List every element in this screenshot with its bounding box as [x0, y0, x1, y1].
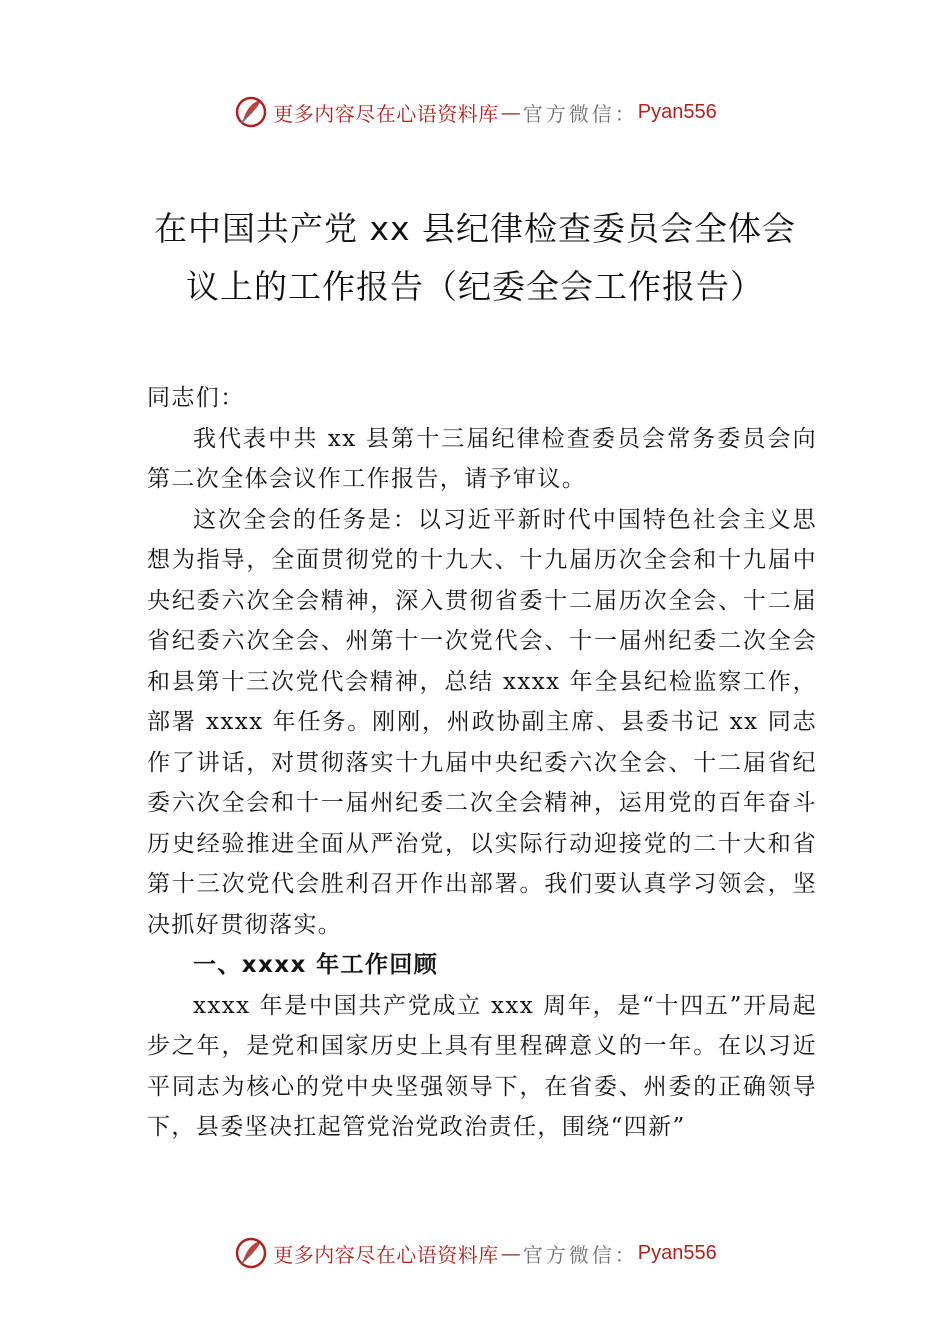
paragraph: 这次全会的任务是：以习近平新时代中国特色社会主义思想为指导，全面贯彻党的十九大、十九届历次全会和十九届中央纪委六次全会精神，深入贯彻省委十二届历次全会、十二届省纪委六次全会、州第十一次党代会、十一届州纪委二次全会和县第十三次党代会精神，总结 xxxx 年全县纪检监察工作，部署 xxxx 年任务。刚刚，州政协副主席、县委书记 xx 同志作了讲话，对贯彻落实十九届中央纪委六次全会、十二届省纪委六次全会和十一届州纪委二次全会精神，运用党的百年奋斗历史经验推进全面从严治党，以实际行动迎接党的二十大和省第十三次党代会胜利召开作出部署。我们要认真学习领会，坚决抓好贯彻落实。	[147, 506, 817, 938]
paragraph: 我代表中共 xx 县第十三届纪律检查委员会常务委员会向第二次全体会议作工作报告，请予审议。	[147, 425, 817, 492]
watermark-wechat-id: Pyan556	[637, 100, 717, 123]
title-line-2: 议上的工作报告（纪委全会工作报告）	[186, 267, 764, 306]
document-title	[110, 200, 840, 316]
watermark-banner-bottom	[0, 1233, 950, 1273]
title-line-1: 在中国共产党 xx 县纪律检查委员会全体会	[153, 209, 797, 248]
feather-logo-icon	[233, 94, 269, 130]
section-paragraph: xxxx 年是中国共产党成立 xxx 周年，是“十四五”开局起步之年，是党和国家历史上具有里程碑意义的一年。在以习近平同志为核心的党中央坚强领导下，在省委、州委的正确领导下，县委坚决扛起管党治党政治责任，围绕“四新”	[147, 992, 817, 1140]
document-body	[147, 378, 817, 1148]
watermark-wechat-label: 官方微信：	[522, 101, 638, 126]
watermark-banner-top	[0, 92, 950, 132]
watermark-wechat-label: 官方微信：	[522, 1242, 638, 1267]
salutation: 同志们：	[147, 385, 245, 411]
feather-logo-icon	[233, 1235, 269, 1271]
watermark-prefix: 更多内容尽在心语资料库	[273, 101, 499, 126]
watermark-separator: —	[500, 100, 521, 124]
watermark-wechat-id: Pyan556	[637, 1241, 717, 1264]
section-heading: 一、xxxx 年工作回顾	[193, 952, 439, 978]
watermark-prefix: 更多内容尽在心语资料库	[273, 1242, 499, 1267]
watermark-separator: —	[500, 1241, 521, 1265]
